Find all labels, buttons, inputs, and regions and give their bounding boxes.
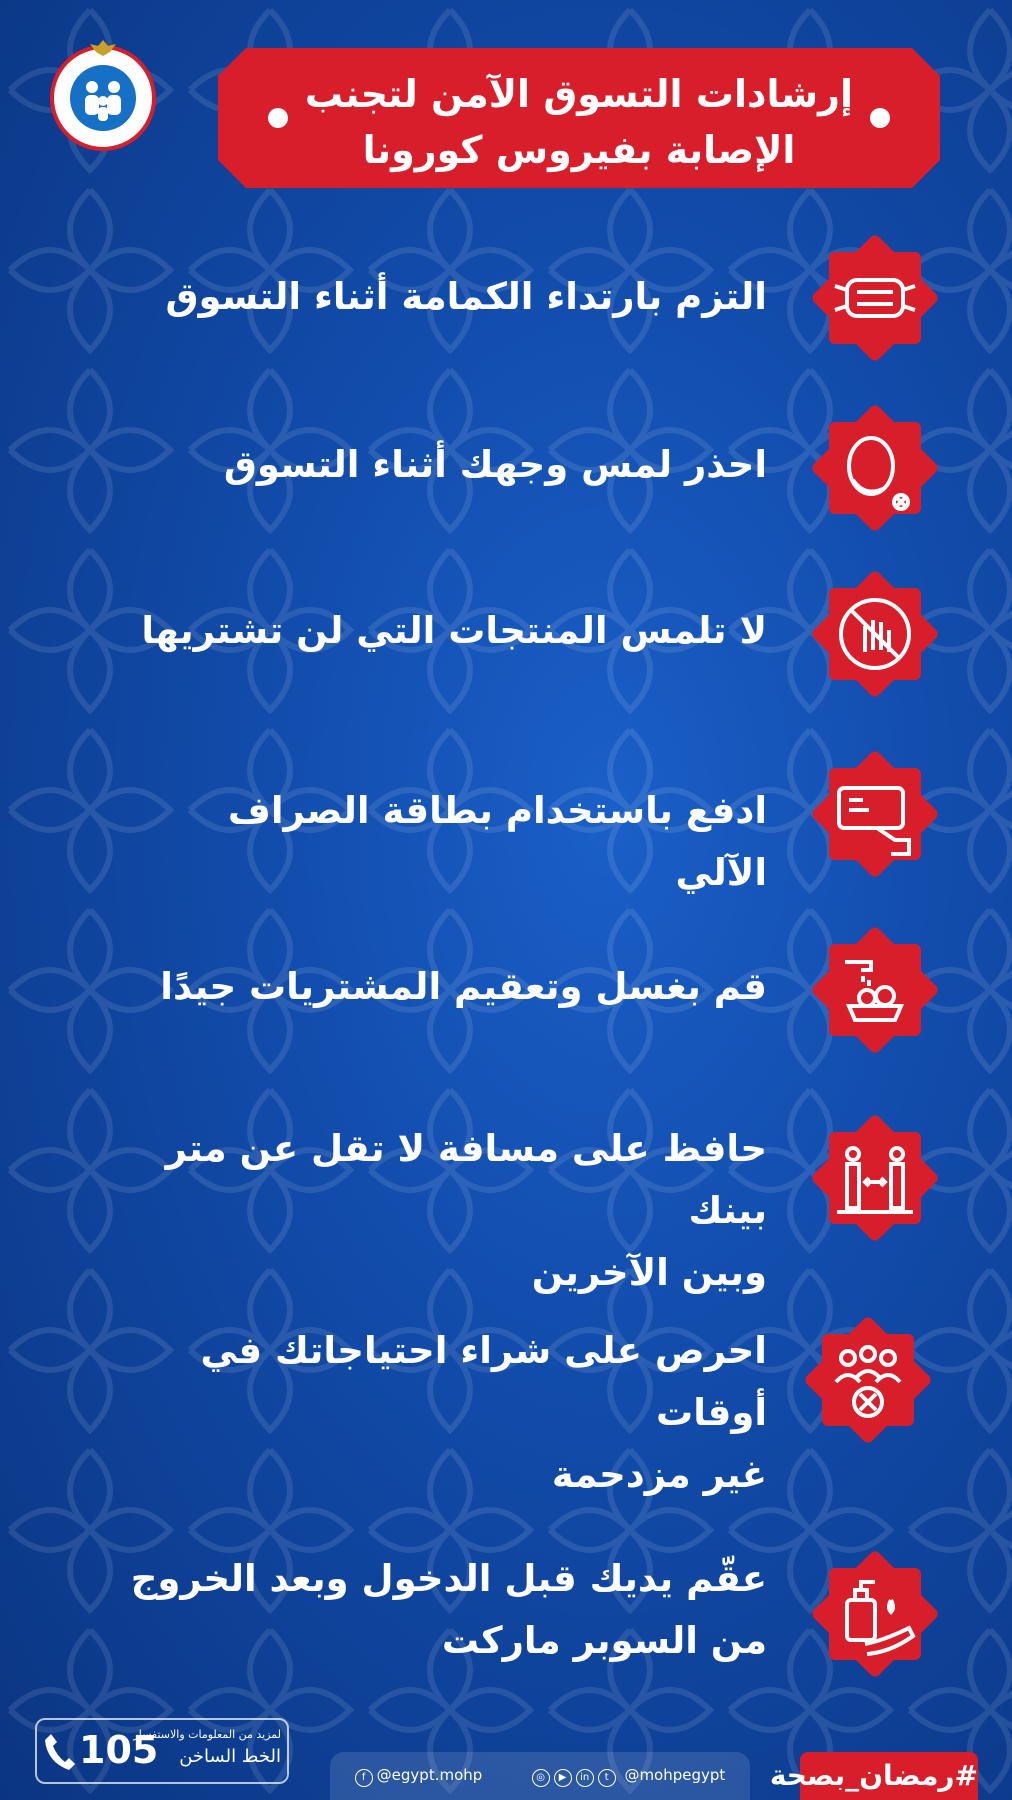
no-hand-touch-icon xyxy=(805,564,945,704)
item-text-line2: وبين الآخرين xyxy=(531,1251,767,1294)
item-text xyxy=(127,1548,767,1672)
linkedin-icon: in xyxy=(576,1769,594,1787)
item-text: ادفع باستخدام بطاقة الصراف الآلي xyxy=(227,789,767,894)
no-touch-face-icon xyxy=(805,398,945,538)
ministry-logo xyxy=(50,45,156,151)
eagle-icon xyxy=(88,38,118,58)
item-text: قم بغسل وتعقيم المشتريات جيدًا xyxy=(160,965,767,1008)
hotline-info: لمزيد من المعلومات والاستفسار xyxy=(133,1728,281,1741)
avoid-crowd-icon xyxy=(798,1310,938,1450)
hotline-label: الخط الساخن xyxy=(179,1746,281,1767)
twitter-icon: t xyxy=(598,1769,616,1787)
card-payment-icon xyxy=(805,744,945,884)
family-icon xyxy=(70,65,136,131)
hotline-box[interactable] xyxy=(35,1718,289,1784)
hand-sanitizer-icon xyxy=(805,1544,945,1684)
page-title: إرشادات التسوق الآمن لتجنب الإصابة بفيروس كورونا xyxy=(304,72,854,172)
instagram-icon: ◎ xyxy=(532,1769,550,1787)
item-text xyxy=(127,1118,767,1304)
title-banner xyxy=(218,48,940,188)
facebook-icon: f xyxy=(355,1769,373,1787)
item-text-line1: حافظ على مسافة لا تقل عن متر بينك xyxy=(165,1127,767,1232)
facebook-link[interactable]: f @egypt.mohp xyxy=(355,1766,483,1787)
youtube-icon: ▶ xyxy=(554,1769,572,1787)
social-bar xyxy=(330,1752,750,1800)
item-text: التزم بارتداء الكمامة أثناء التسوق xyxy=(165,275,767,318)
item-text-line2: من السوبر ماركت xyxy=(441,1619,767,1662)
item-text-line2: غير مزدحمة xyxy=(551,1453,767,1496)
hashtag-badge: #رمضان_بصحة xyxy=(800,1752,978,1800)
item-text xyxy=(127,1320,767,1506)
social-links[interactable]: ◎ ▶ in t @mohpegypt xyxy=(532,1766,726,1787)
item-text: لا تلمس المنتجات التي لن تشتريها xyxy=(141,609,767,652)
social-distance-icon xyxy=(805,1108,945,1248)
item-text-line1: احرص على شراء احتياجاتك في أوقات xyxy=(200,1329,767,1434)
phone-icon xyxy=(43,1732,77,1772)
face-mask-icon xyxy=(805,228,945,368)
item-text: احذر لمس وجهك أثناء التسوق xyxy=(223,443,767,486)
hotline-number: 105 xyxy=(79,1728,159,1772)
item-text-line1: عقّم يديك قبل الدخول وبعد الخروج xyxy=(130,1557,767,1600)
wash-groceries-icon xyxy=(805,920,945,1060)
